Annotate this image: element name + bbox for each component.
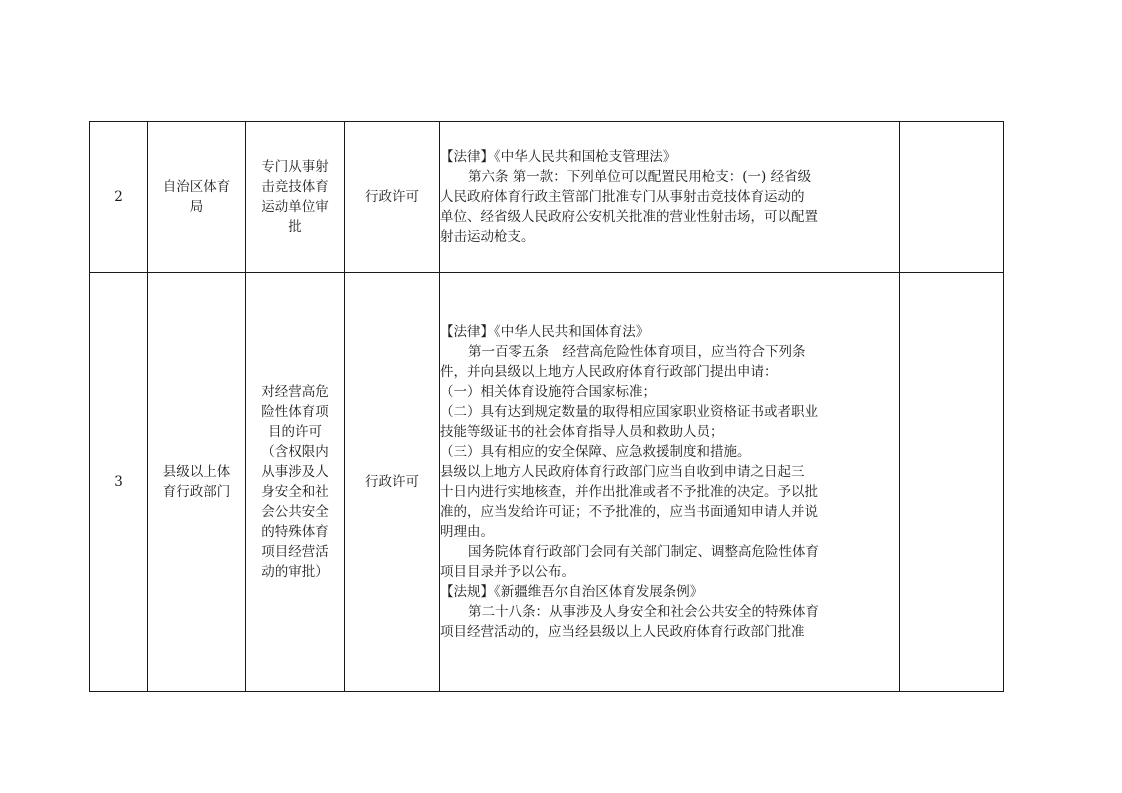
table-row (90, 122, 1004, 273)
basis-line: 件，并向县级以上地方人民政府体育行政部门提出申请： (440, 364, 778, 380)
item-type-cell: 行政许可 (345, 273, 440, 692)
legal-basis-cell (440, 273, 900, 692)
basis-line: 第一百零五条 经营高危险性体育项目，应当符合下列条 (468, 344, 806, 360)
item-type-cell: 行政许可 (345, 122, 440, 273)
basis-line: （一）相关体育设施符合国家标准； (440, 384, 656, 400)
note-cell (900, 273, 1004, 692)
basis-line: 单位、经省级人民政府公安机关批准的营业性射击场，可以配置 (440, 209, 818, 225)
basis-line: 【法律】《中华人民共和国体育法》 (440, 324, 650, 340)
basis-line: 十日内进行实地核查，并作出批准或者不予批准的决定。予以批 (440, 484, 818, 500)
basis-line: 技能等级证书的社会体育指导人员和救助人员； (440, 424, 724, 440)
department-cell: 县级以上体 育行政部门 (148, 273, 246, 692)
basis-line: 县级以上地方人民政府体育行政部门应当自收到申请之日起三 (440, 464, 805, 480)
basis-line: 【法规】《新疆维吾尔自治区体育发展条例》 (440, 584, 704, 600)
basis-line: 明理由。 (440, 524, 494, 540)
basis-line: 准的，应当发给许可证；不予批准的，应当书面通知申请人并说 (440, 504, 818, 520)
legal-basis-cell (440, 122, 900, 273)
note-cell (900, 122, 1004, 273)
row-number: 2 (90, 122, 148, 273)
basis-line: （二）具有达到规定数量的取得相应国家职业资格证书或者职业 (440, 404, 818, 420)
item-name-cell: 对经营高危 险性体育项 目的许可 （含权限内 从事涉及人 身安全和社 会公共安全 的特殊体育 项目经营活 动的审批） (246, 273, 345, 692)
basis-line: 人民政府体育行政主管部门批准专门从事射击竞技体育运动的 (440, 189, 805, 205)
basis-line: 国务院体育行政部门会同有关部门制定、调整高危险性体育 (468, 544, 819, 560)
row-number: 3 (90, 273, 148, 692)
basis-line: 射击运动枪支。 (440, 229, 535, 245)
basis-line: 【法律】《中华人民共和国枪支管理法》 (440, 149, 677, 165)
basis-line: 项目目录并予以公布。 (440, 564, 575, 580)
regulation-table (89, 121, 1004, 692)
department-cell: 自治区体育 局 (148, 122, 246, 273)
basis-line: 项目经营活动的，应当经县级以上人民政府体育行政部门批准 (440, 624, 805, 640)
basis-line: 第二十八条：从事涉及人身安全和社会公共安全的特殊体育 (468, 604, 819, 620)
basis-line: 第六条 第一款：下列单位可以配置民用枪支：(一) 经省级 (468, 169, 812, 185)
basis-line: （三）具有相应的安全保障、应急救援制度和措施。 (440, 444, 751, 460)
item-name-cell: 专门从事射 击竞技体育 运动单位审 批 (246, 122, 345, 273)
table-row (90, 273, 1004, 692)
